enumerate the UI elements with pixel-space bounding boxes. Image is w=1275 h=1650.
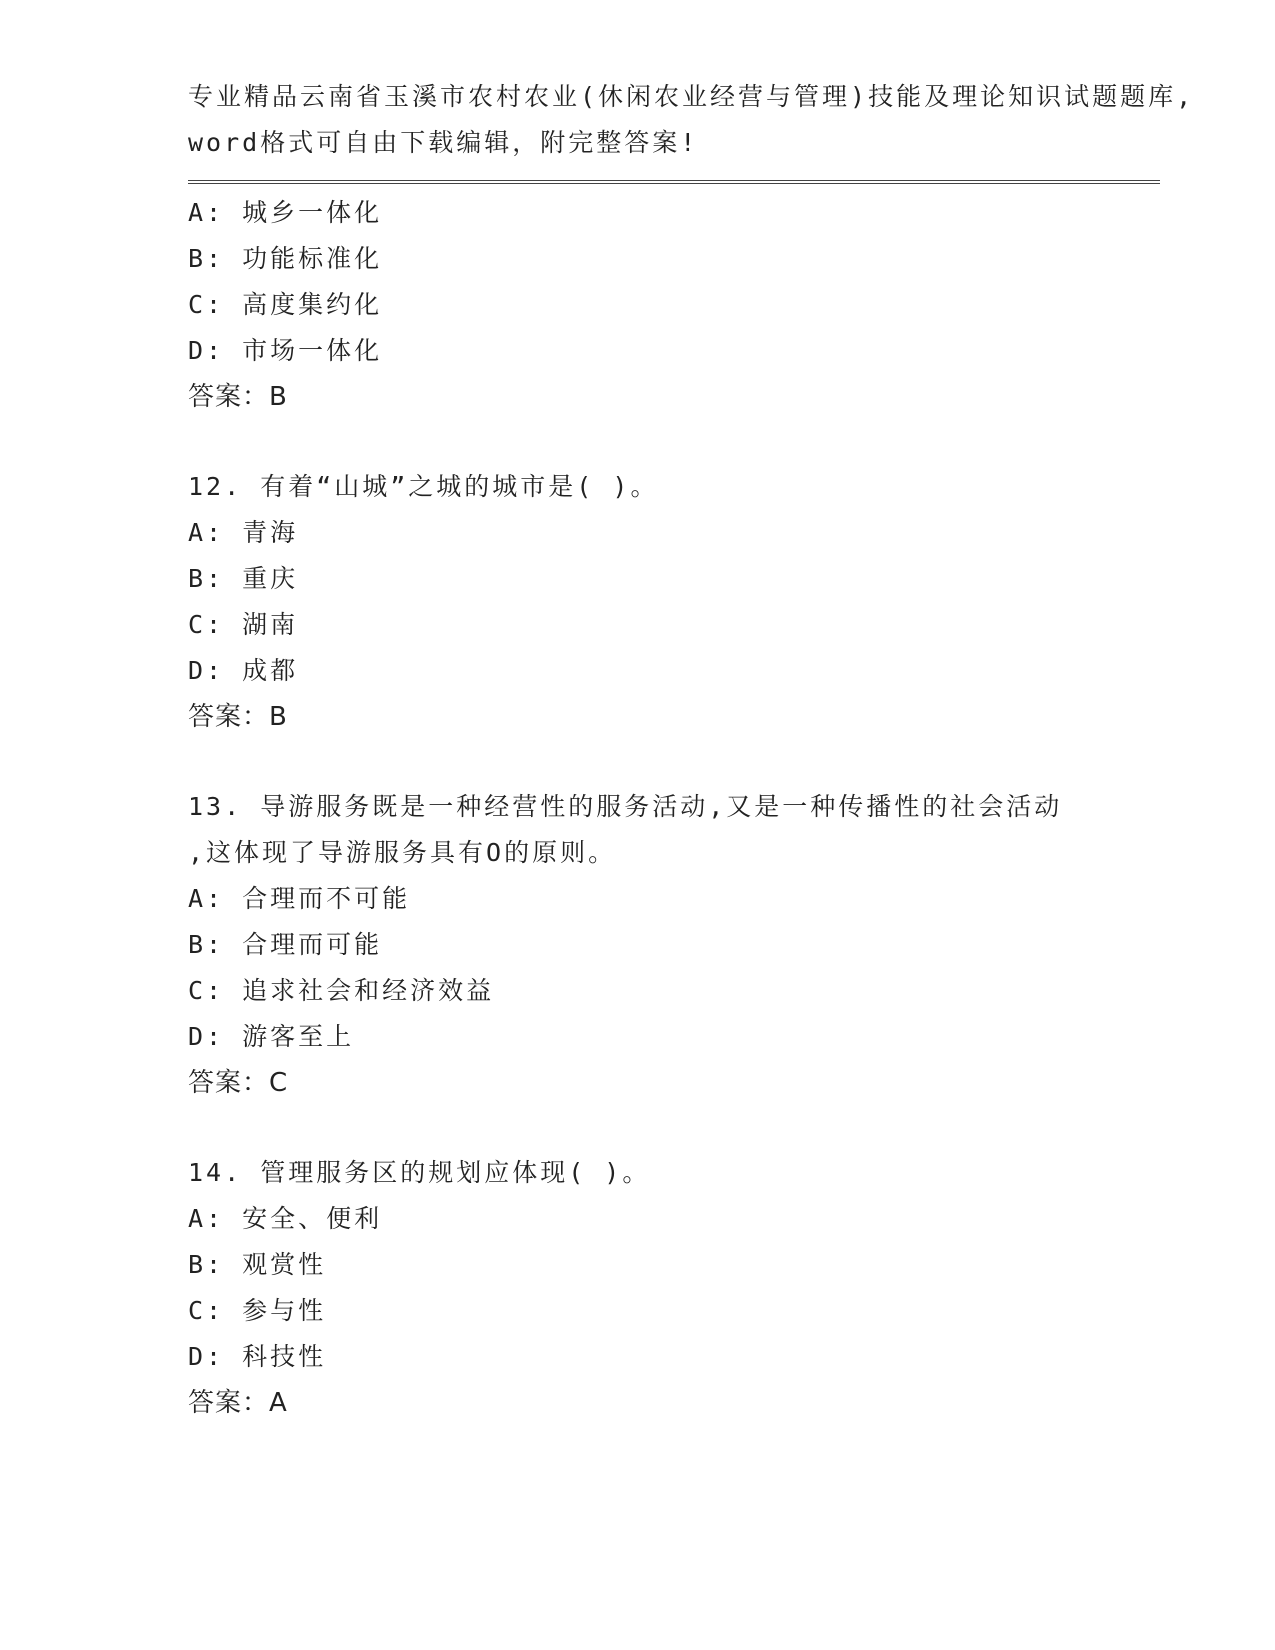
header-title-line1: 专业精品云南省玉溪市农村农业(休闲农业经营与管理)技能及理论知识试题题库, [188,82,1195,111]
document-header [188,74,1195,166]
question-block-11 [188,190,1148,420]
option-a: A: 合理而不可能 [188,884,411,913]
option-d: D: 游客至上 [188,1022,355,1051]
option-a: A: 城乡一体化 [188,198,383,227]
option-d: D: 市场一体化 [188,336,383,365]
option-c: C: 湖南 [188,610,299,639]
question-stem: 12. 有着“山城”之城的城市是( )。 [188,472,659,501]
option-a: A: 安全、便利 [188,1204,383,1233]
header-title-line2: word格式可自由下载编辑，附完整答案! [188,128,699,157]
option-c: C: 追求社会和经济效益 [188,976,495,1005]
option-a: A: 青海 [188,518,299,547]
option-b: B: 功能标准化 [188,244,383,273]
question-block-12 [188,464,1148,740]
option-d: D: 成都 [188,656,299,685]
option-b: B: 合理而可能 [188,930,383,959]
question-block-14 [188,1150,1148,1426]
option-b: B: 观赏性 [188,1250,327,1279]
answer-line: 答案：B [188,382,288,412]
header-divider [188,180,1160,184]
option-d: D: 科技性 [188,1342,327,1371]
question-stem: 13. 导游服务既是一种经营性的服务活动,又是一种传播性的社会活动 [188,792,1063,821]
question-stem-continued: ,这体现了导游服务具有O的原则。 [188,838,617,867]
answer-line: 答案：B [188,702,288,732]
option-b: B: 重庆 [188,564,299,593]
question-block-13 [188,784,1148,1106]
answer-line: 答案：A [188,1388,288,1418]
question-list [188,190,1148,1426]
answer-line: 答案：C [188,1068,289,1098]
question-stem: 14. 管理服务区的规划应体现( )。 [188,1158,651,1187]
option-c: C: 高度集约化 [188,290,383,319]
option-c: C: 参与性 [188,1296,327,1325]
